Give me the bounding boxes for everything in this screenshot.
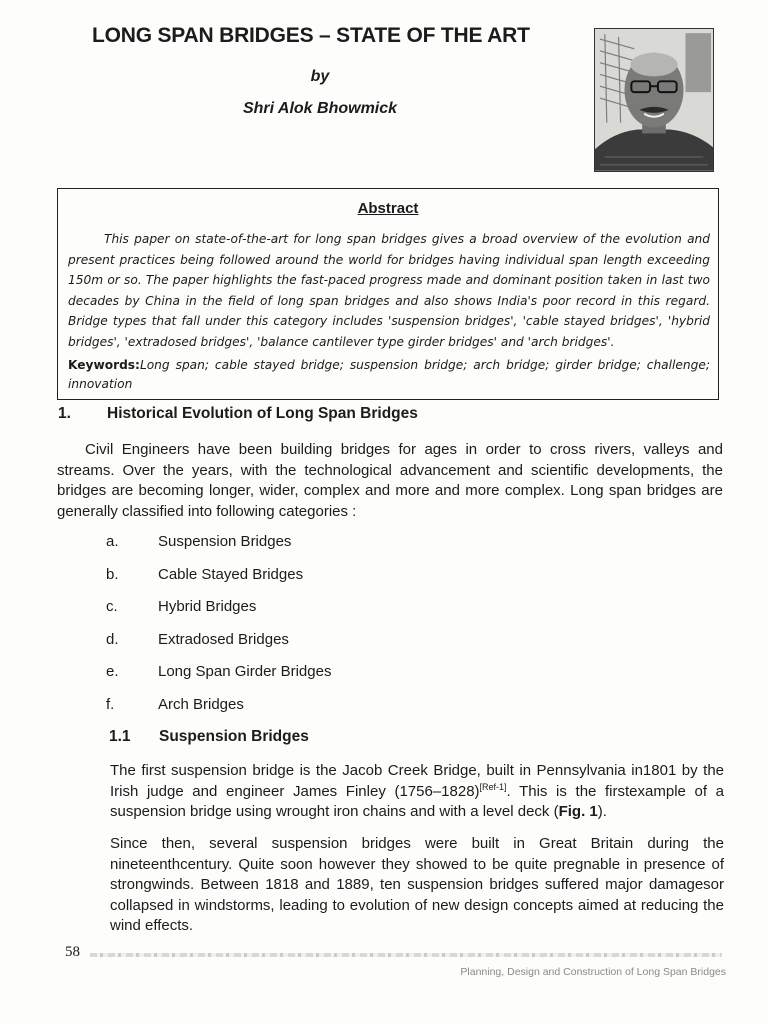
subsection-number: 1.1 bbox=[109, 728, 131, 745]
reference-marker: [Ref-1] bbox=[479, 781, 507, 792]
list-item: d. Extradosed Bridges bbox=[106, 630, 289, 648]
suspension-paragraph-2: Since then, several suspension bridges were built in Great Britain during the nineteenthcentury. Quite soon however they showed to be quite pregnable in presence of strongwinds. Between 1818 and 1889, ten suspension bridges suffered major damagesor collapsed in windstorms, leading to evolution of new design concepts aimed at reducing the wind effects. bbox=[110, 835, 724, 935]
page-number: 58 bbox=[65, 944, 80, 960]
suspension-paragraph-1: The first suspension bridge is the Jacob Creek Bridge, built in Pennsylvania in1801 by the Irish judge and engineer James Finley (1756–1828)[Ref-1]. This is the firstexample of a suspension bridge using wrought iron chains and with a level deck (Fig. 1). bbox=[110, 762, 724, 821]
running-footer: Planning, Design and Construction of Long Span Bridges bbox=[460, 966, 726, 978]
intro-paragraph: Civil Engineers have been building bridges for ages in order to cross rivers, valleys and streams. Over the years, with the technological advancement and scientific developments, the bridges are becoming longer, wider, complex and more and more complex. Long span bridges are generally classified into following categories : bbox=[57, 441, 723, 520]
abstract-text: This paper on state-of-the-art for long span bridges gives a broad overview of the evolution and present practices being followed around the world for bridges having individual span length exceeding 150m or so. The paper highlights the fast-paced progress made and dominant position taken in last two decades by China in the field of long span bridges and also shows India's poor record in this regard. Bridge types that fall under this category includes 'suspension bridges', 'cable stayed bridges', 'hybrid bridges', 'extradosed bridges', 'balance cantilever type girder bridges' and 'arch bridges'. bbox=[68, 232, 710, 349]
list-item: a. Suspension Bridges bbox=[106, 533, 292, 550]
keywords-label: Keywords: bbox=[68, 358, 140, 372]
byline: by bbox=[310, 68, 330, 85]
figure-reference: Fig. 1 bbox=[558, 803, 598, 821]
abstract-heading: Abstract bbox=[357, 200, 419, 217]
subsection-title: Suspension Bridges bbox=[159, 728, 309, 745]
list-item: c. Hybrid Bridges bbox=[106, 598, 257, 616]
section-number: 1. bbox=[58, 405, 71, 422]
paper-title: LONG SPAN BRIDGES – STATE OF THE ART bbox=[92, 24, 530, 47]
section-title: Historical Evolution of Long Span Bridges bbox=[107, 405, 418, 422]
list-item: b. Cable Stayed Bridges bbox=[106, 565, 304, 583]
keywords-text: Long span; cable stayed bridge; suspension bridge; arch bridge; girder bridge; challenge; innovation bbox=[68, 358, 710, 391]
author-photo bbox=[594, 28, 714, 172]
footer-divider bbox=[90, 953, 722, 957]
section-1-heading bbox=[58, 405, 418, 423]
bridge-categories-list bbox=[106, 532, 331, 728]
keywords bbox=[68, 356, 710, 394]
list-item: f. Arch Bridges bbox=[106, 695, 244, 713]
list-item: e. Long Span Girder Bridges bbox=[106, 663, 332, 681]
author-name: Shri Alok Bhowmick bbox=[242, 100, 398, 117]
abstract-box bbox=[57, 188, 719, 400]
section-1-1-heading bbox=[109, 728, 309, 746]
